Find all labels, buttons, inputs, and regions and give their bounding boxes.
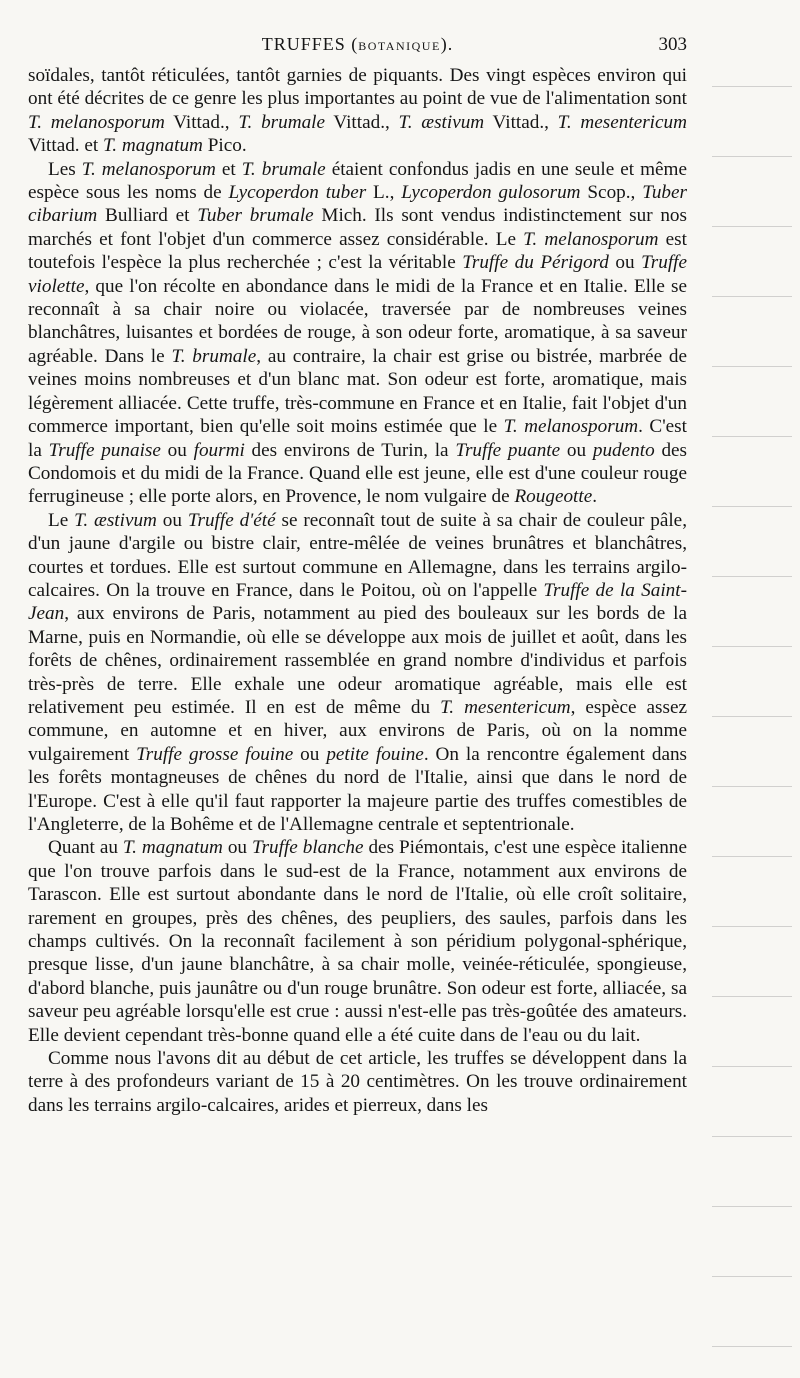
book-page (28, 30, 687, 1117)
text-run: , espèce assez commune, en automne et en hiver, aux environs de Paris, où on la nomme vulgairement (28, 696, 687, 765)
text-run: ou (222, 837, 252, 859)
text-run: Mich. Ils sont vendus indistinctement sur nos marchés et font l'objet d'un commerce assez considérable. Le (28, 205, 687, 250)
title-end: ). (440, 34, 454, 54)
text-run: Vittad., (484, 111, 558, 133)
italic-term: Truffe de la Saint-Jean (28, 579, 687, 625)
paragraph (28, 836, 687, 1047)
italic-term: petite fouine (326, 743, 424, 765)
text-run: . (592, 486, 598, 508)
italic-term: Truffe blanche (251, 837, 364, 859)
italic-term: T. mesentericum (557, 111, 687, 133)
text-run: et (215, 158, 242, 180)
italic-term: Lycoperdon gulosorum (401, 182, 581, 204)
text-run: Vittad., (164, 111, 239, 133)
margin-scan-artifacts (712, 40, 792, 1360)
text-run: Scop., (580, 182, 643, 204)
paragraph (28, 1047, 687, 1117)
text-run: des environs de Turin, la (244, 439, 456, 461)
paragraph (28, 509, 687, 837)
text-run: L., (366, 182, 402, 204)
running-header (28, 30, 687, 64)
italic-term: Tuber cibarium (28, 182, 687, 227)
text-run: se reconnaît tout de suite à sa chair de couleur pâle, d'un jaune d'argile ou bistre clair, entre-mêlée de veines brunâtres et blanchâtres, courtes et tordues. Elle est surtout commune en Allemagne, dans les terrains argilo-calcaires. On la trouve en France, dans le Poitou, où on l'appelle (28, 509, 687, 601)
italic-term: T. brumale (241, 158, 326, 180)
italic-term: T. æstivum (74, 509, 157, 531)
italic-term: Truffe grosse fouine (136, 743, 294, 765)
italic-term: Truffe violette (28, 252, 687, 297)
italic-term: Tuber brumale (197, 205, 314, 227)
text-run: des Piémontais, c'est une espèce italienne que l'on trouve parfois dans le sud-est de la France, notamment aux environs de Tarascon. Elle est surtout abondante dans le nord de l'Italie, où elle croît solitaire, rarement en groupes, près des chênes, des peupliers, des saules, parfois dans les champs cultivés. On la reconnaît facilement à son péridium polygonal-sphérique, presque lisse, d'un jaune blanchâtre, à sa chair molle, veinée-réticulée, spongieuse, d'abord blanche, puis jaunâtre ou d'un rouge brunâtre. Son odeur est forte, alliacée, sa saveur peu agréable lorsqu'elle est crue : aussi n'est-elle pas très-goûtée des amateurs. Elle devient cependant très-bonne quand elle a été cuite dans de l'eau ou du lait. (28, 837, 687, 1046)
paragraph (28, 158, 687, 509)
text-run: ou (293, 743, 327, 765)
text-run: ou (156, 509, 188, 531)
italic-term: Truffe punaise (48, 439, 161, 461)
text-run: soïdales, tantôt réticulées, tantôt garnies de piquants. Des vingt espèces environ qui ont été décrites de ce genre les plus importantes au point de vue de l'alimentation sont (28, 65, 687, 110)
text-run: Quant au (48, 837, 123, 859)
title-main: TRUFFES ( (261, 34, 359, 54)
italic-term: Truffe puante (455, 439, 561, 461)
italic-term: T. melanosporum (81, 158, 216, 180)
title-smallcaps: BOTANIQUE (358, 39, 441, 53)
text-run: Vittad., (325, 111, 399, 133)
text-run: . On la rencontre également dans les forêts montagneuses de chênes du nord de l'Italie, ainsi que dans le nord de l'Europe. C'est à elle qu'il faut rapporter la majeure partie des truffes comestibles de l'Angleterre, de la Bohême et de l'Allemagne centrale et septentrionale. (28, 743, 688, 835)
italic-term: T. melanosporum (28, 111, 165, 133)
italic-term: T. æstivum (398, 111, 485, 133)
italic-term: fourmi (193, 439, 245, 461)
text-run: , au contraire, la chair est grise ou bistrée, marbrée de veines moins nombreuses et d'un blanc mat. Son odeur est forte, aromatique, mais légèrement alliacée. Cette truffe, très-commune en France et en Italie, fait l'objet d'un commerce important, bien qu'elle soit moins estimée que le (28, 345, 687, 438)
italic-term: Rougeotte (514, 486, 593, 508)
text-run: Comme nous l'avons dit au début de cet article, les truffes se développent dans la terre à des profondeurs variant de 15 à 20 centimètres. On les trouve ordinairement dans les terrains argilo-calcaires, arides et pierreux, dans les (28, 1048, 687, 1116)
text-run: Vittad. et (28, 135, 104, 157)
italic-term: pudento (592, 439, 655, 461)
text-run: , que l'on récolte en abondance dans le midi de la France et en Italie. Elle se reconnaît à sa chair noire ou violacée, traversée par de nombreuses veines blanchâtres, luisantes et bordées de rouge, à son odeur forte, aromatique, à sa saveur agréable. Dans le (28, 275, 687, 367)
text-run: ou (560, 439, 593, 461)
italic-term: T. brumale (171, 345, 257, 367)
text-run: , aux environs de Paris, notamment au pied des bouleaux sur les bords de la Marne, puis en Normandie, où elle se développe aux mois de juillet et août, dans les forêts de chênes, ordinairement rassemblée en grand nombre d'individus et parfois très-près de terre. Elle exhale une odeur aromatique agréable, mais elle est relativement peu estimée. Il en est de même du (28, 603, 687, 718)
italic-term: Truffe du Périgord (462, 252, 609, 274)
italic-term: T. melanosporum (503, 416, 639, 438)
italic-term: T. brumale (238, 111, 326, 133)
paragraph (28, 64, 687, 158)
text-run: des Condomois et du midi de la France. Quand elle est jeune, elle est d'une couleur rouge ferrugineuse ; elle porte alors, en Provence, le nom vulgaire de (28, 439, 688, 508)
italic-term: T. mesentericum (440, 696, 571, 718)
italic-term: T. magnatum (103, 135, 203, 157)
text-run: Pico. (202, 135, 247, 157)
italic-term: Lycoperdon tuber (228, 182, 367, 204)
page-number: 303 (658, 34, 687, 55)
text-run: ou (608, 252, 642, 274)
body-text (28, 64, 687, 1117)
italic-term: Truffe d'été (187, 509, 276, 531)
text-run: Les (48, 158, 82, 180)
italic-term: T. melanosporum (523, 228, 659, 250)
running-title (28, 34, 687, 55)
text-run: . C'est la (28, 416, 687, 461)
text-run: est toutefois l'espèce la plus recherchée ; c'est la véritable (28, 228, 687, 274)
text-run: Bulliard et (97, 205, 198, 227)
text-run: ou (160, 439, 194, 461)
italic-term: T. magnatum (122, 837, 223, 859)
text-run: Le (48, 509, 75, 531)
text-run: étaient confondus jadis en une seule et même espèce sous les noms de (28, 158, 687, 204)
